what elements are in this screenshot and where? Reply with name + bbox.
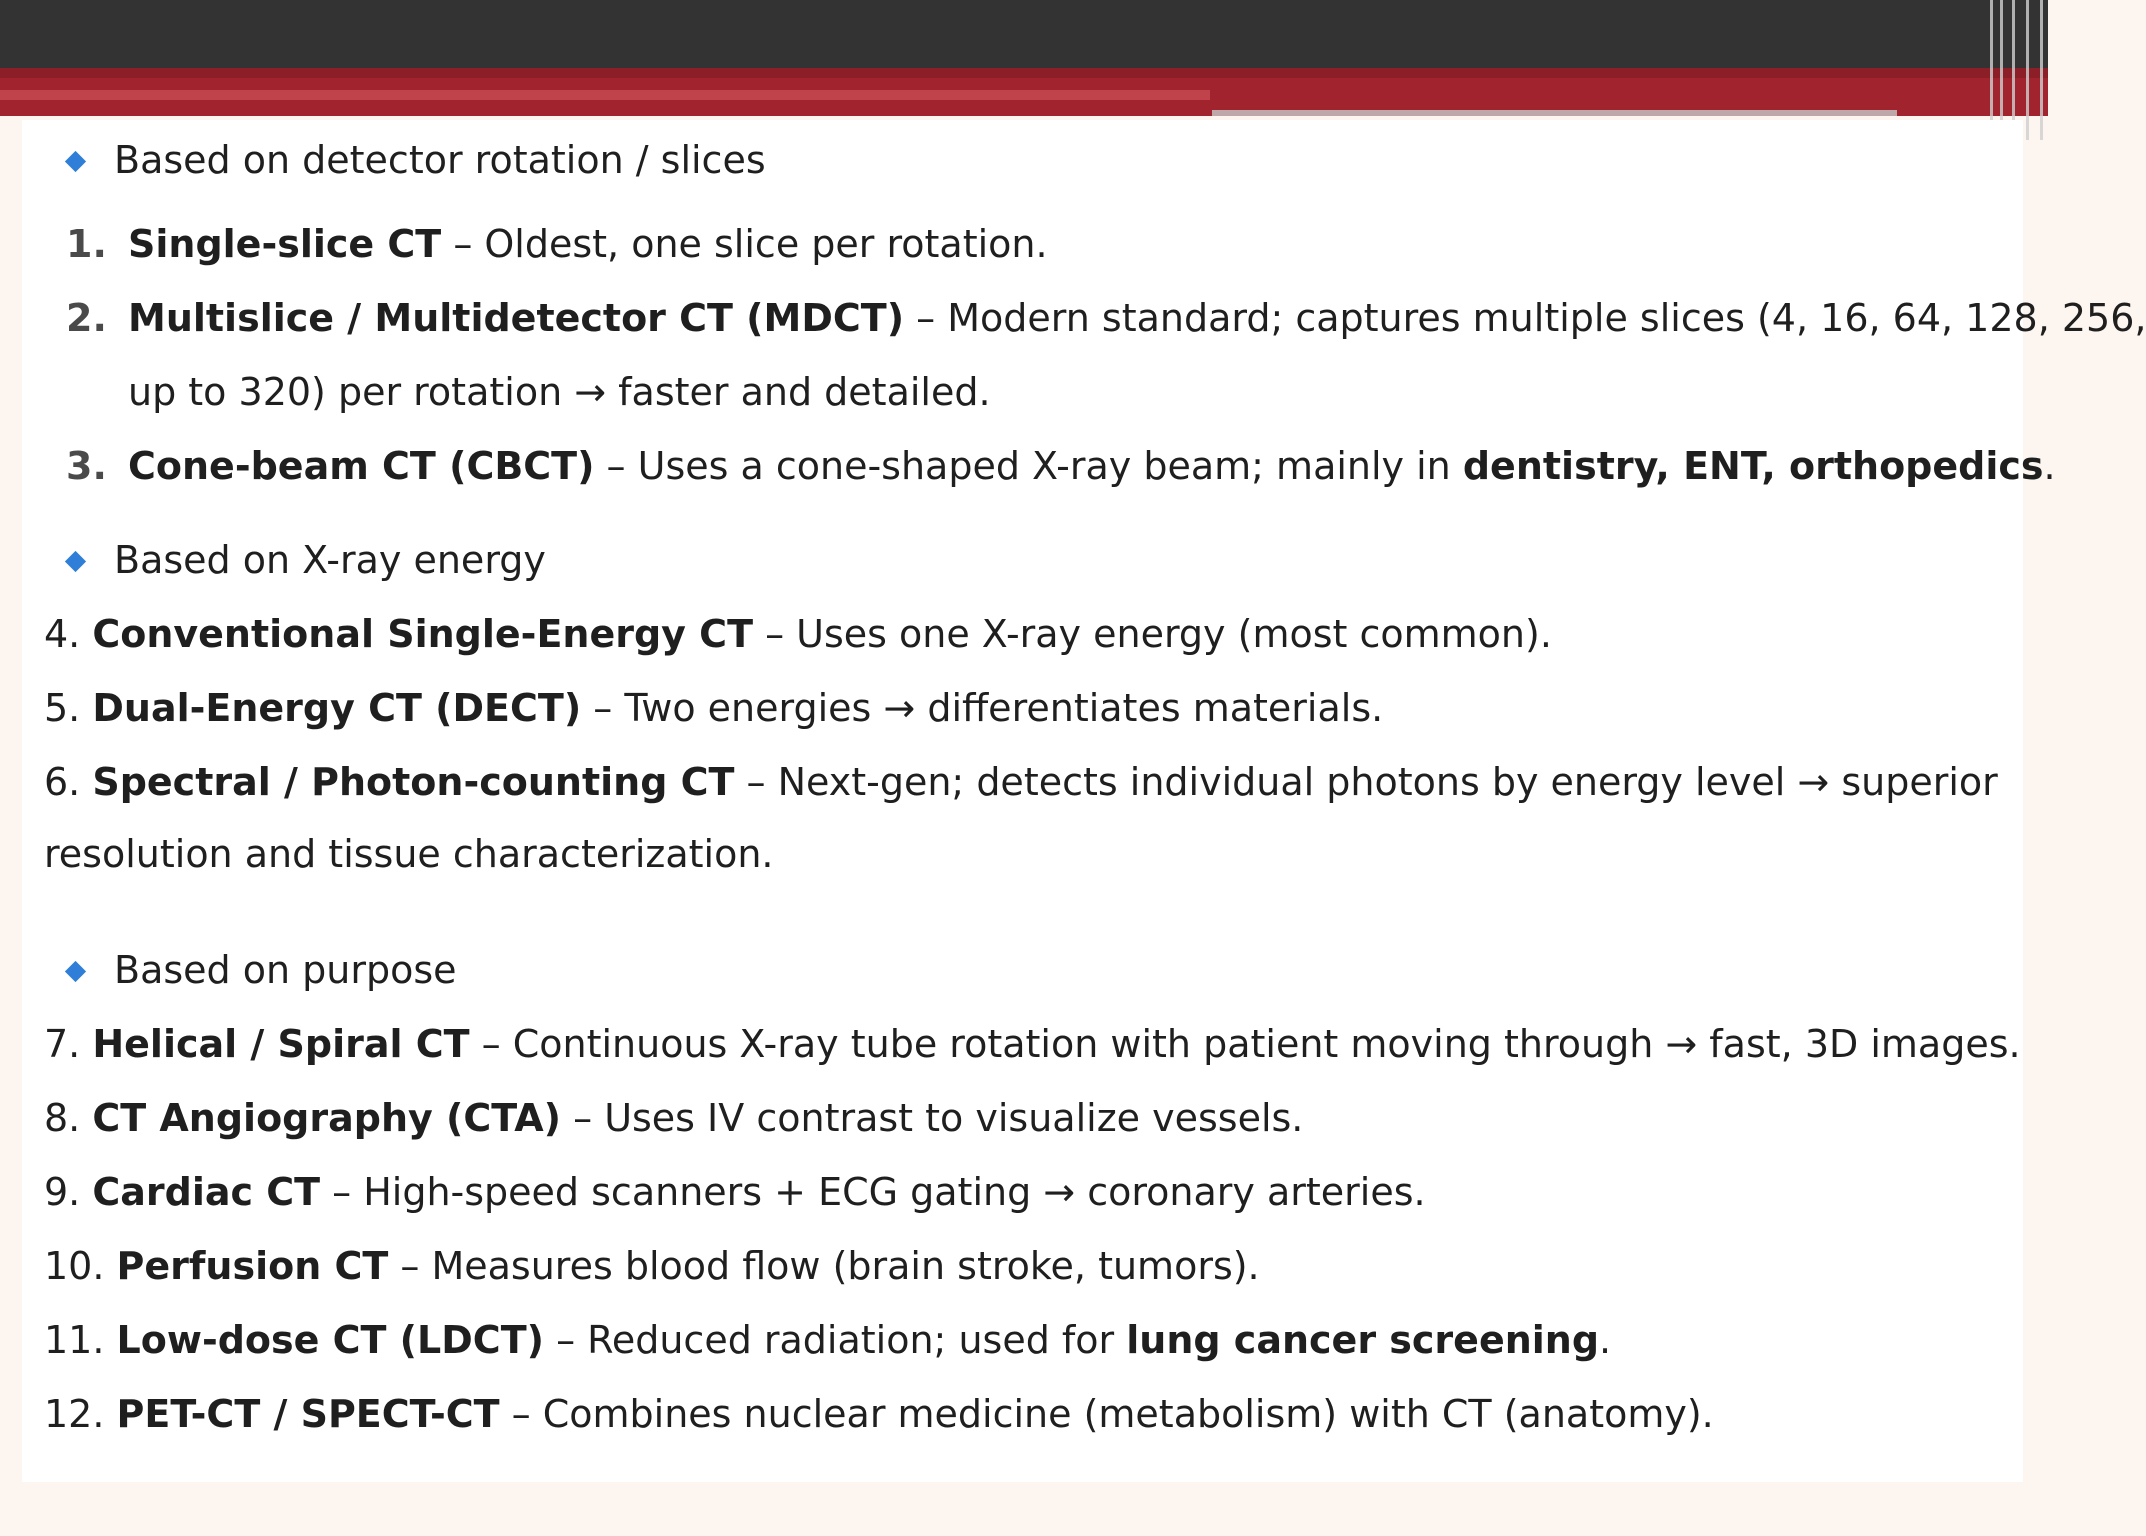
item-description: – Continuous X-ray tube rotation with patient moving through → fast, 3D images.: [469, 1022, 2021, 1066]
list-item: [128, 294, 2146, 342]
list-item: [44, 684, 1383, 732]
accent-bar-shade: [0, 68, 2048, 78]
item-tail: .: [1599, 1318, 1612, 1362]
item-description: – Next-gen; detects individual photons by energy level → superior: [734, 760, 1998, 804]
item-tail: .: [2043, 444, 2056, 488]
item-number: 4.: [44, 612, 93, 656]
item-number: 3.: [66, 444, 107, 488]
item-number: 11.: [44, 1318, 117, 1362]
list-item-continuation: resolution and tissue characterization.: [44, 832, 774, 876]
item-description: – Uses a cone-shaped X-ray beam; mainly in: [594, 444, 1463, 488]
item-number: 1.: [66, 222, 107, 266]
item-term: Dual-Energy CT (DECT): [92, 686, 582, 730]
item-term: Single-slice CT: [128, 222, 442, 266]
item-description: – Combines nuclear medicine (metabolism) with CT (anatomy).: [499, 1392, 1714, 1436]
list-item: [44, 1390, 1714, 1438]
list-item: [128, 220, 1048, 268]
diamond-bullet-icon: [65, 551, 86, 572]
list-item: [128, 442, 2056, 490]
accent-bar-highlight: [0, 90, 1210, 100]
list-item-continuation: up to 320) per rotation → faster and detailed.: [128, 370, 991, 414]
diamond-bullet-icon: [65, 151, 86, 172]
item-term: Cardiac CT: [92, 1170, 321, 1214]
section-heading: Based on X-ray energy: [114, 538, 546, 582]
item-description: – Oldest, one slice per rotation.: [441, 222, 1048, 266]
list-item: [44, 610, 1552, 658]
item-description: – Two energies → differentiates materials.: [581, 686, 1384, 730]
item-description: – Uses IV contrast to visualize vessels.: [561, 1096, 1304, 1140]
item-term: Multislice / Multidetector CT (MDCT): [128, 296, 905, 340]
item-term: Perfusion CT: [116, 1244, 389, 1288]
item-number: 7.: [44, 1022, 93, 1066]
item-term: PET-CT / SPECT-CT: [116, 1392, 500, 1436]
content-panel: [22, 120, 2146, 1482]
item-number: 8.: [44, 1096, 93, 1140]
item-description: – Modern standard; captures multiple slices (4, 16, 64, 128, 256,: [904, 296, 2146, 340]
item-term: Cone-beam CT (CBCT): [128, 444, 595, 488]
slide-top-bar: [0, 0, 2048, 68]
item-term: Low-dose CT (LDCT): [116, 1318, 544, 1362]
list-item: [44, 1242, 1260, 1290]
item-description: – Reduced radiation; used for: [543, 1318, 1127, 1362]
item-number: 6.: [44, 760, 93, 804]
diamond-bullet-icon: [65, 961, 86, 982]
list-item: [44, 1020, 2021, 1068]
item-term: Conventional Single-Energy CT: [92, 612, 753, 656]
list-item: [44, 758, 1998, 806]
item-number: 12.: [44, 1392, 117, 1436]
item-term: CT Angiography (CTA): [92, 1096, 562, 1140]
item-emphasis: dentistry, ENT, orthopedics: [1462, 444, 2044, 488]
item-description: – High-speed scanners + ECG gating → coronary arteries.: [320, 1170, 1426, 1214]
item-description: – Measures blood flow (brain stroke, tumors).: [388, 1244, 1260, 1288]
list-item: [44, 1168, 1426, 1216]
item-term: Spectral / Photon-counting CT: [92, 760, 735, 804]
section-heading: Based on purpose: [114, 948, 457, 992]
item-number: 2.: [66, 296, 107, 340]
item-term: Helical / Spiral CT: [92, 1022, 470, 1066]
list-item: [44, 1094, 1303, 1142]
item-description: – Uses one X-ray energy (most common).: [752, 612, 1552, 656]
item-emphasis: lung cancer screening: [1126, 1318, 1600, 1362]
edge-decoration: [1986, 0, 2048, 140]
list-item: [44, 1316, 1611, 1364]
item-number: 9.: [44, 1170, 93, 1214]
accent-bar-highlight-right: [1212, 110, 1897, 116]
section-heading: Based on detector rotation / slices: [114, 138, 766, 182]
item-number: 10.: [44, 1244, 117, 1288]
item-number: 5.: [44, 686, 93, 730]
